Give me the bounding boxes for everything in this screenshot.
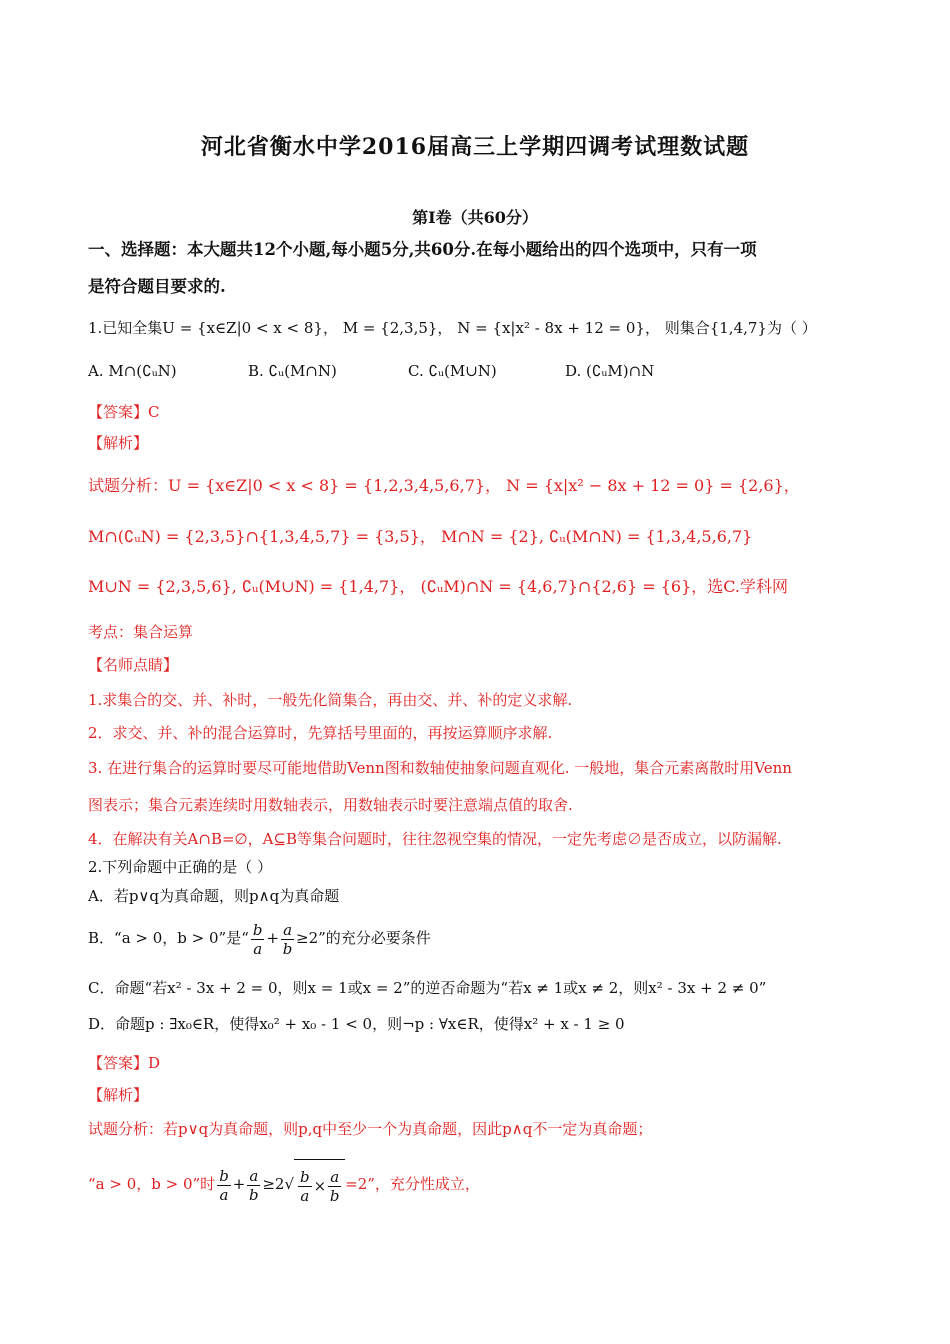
q1-option-a: A. M∩(∁ᵤN)	[88, 362, 177, 380]
q1-tips-label: 【名师点睛】	[88, 656, 179, 674]
q1-tip-2: 2．求交、并、补的混合运算时，先算括号里面的，再按运算顺序求解.	[88, 724, 553, 742]
q2-option-d: D．命题p : ∃x₀∈R，使得x₀² + x₀ - 1 < 0，则¬p : ∀x∈R，使得x² + x - 1 ≥ 0	[88, 1015, 625, 1033]
q2-option-a: A．若p∨q为真命题，则p∧q为真命题	[88, 887, 340, 905]
fraction-b-over-a: $\frac{b}{a}$	[252, 920, 263, 958]
section-instructions-line2: 是符合题目要求的.	[88, 277, 226, 296]
q1-tip-3-cont: 图表示；集合元素连续时用数轴表示，用数轴表示时要注意端点值的取舍.	[88, 796, 573, 814]
q1-analysis-label: 【解析】	[88, 434, 149, 452]
q1-option-d: D. (∁ᵤM)∩N	[565, 362, 655, 380]
fraction-a-over-b: $\frac{a}{b}$	[282, 920, 293, 958]
fraction-a-over-b-3: $\frac{a}{b}$	[329, 1168, 340, 1205]
sqrt-product: $\frac{b}{a}$ × $\frac{a}{b}$	[294, 1159, 345, 1212]
q1-tip-3: 3. 在进行集合的运算时要尽可能地借助Venn图和数轴使抽象问题直观化. 一般地，集合元素离散时用Venn	[88, 759, 792, 777]
page-title: 河北省衡水中学2016届高三上学期四调考试理数试题	[200, 134, 750, 160]
q1-kaodian: 考点：集合运算	[88, 623, 194, 641]
q1-analysis-line1: 试题分析：U = {x∈Z|0 < x < 8} = {1,2,3,4,5,6,7}， N = {x|x² − 8x + 12 = 0} = {2,6}，	[88, 476, 800, 495]
q2-option-b-prefix: B．“a > 0，b > 0”是“	[88, 929, 249, 947]
q1-analysis-line2: M∩(∁ᵤN) = {2,3,5}∩{1,3,4,5,7} = {3,5}， M∩N = {2}, ∁ᵤ(M∩N) = {1,3,4,5,6,7}	[88, 527, 753, 546]
paper-section-heading: 第Ⅰ卷（共60分）	[412, 208, 538, 227]
q2-option-c: C．命题“若x² - 3x + 2 = 0，则x = 1或x = 2”的逆否命题为“若x ≠ 1或x ≠ 2，则x² - 3x + 2 ≠ 0”	[88, 979, 767, 997]
q2-option-b-suffix: ≥2”的充分必要条件	[296, 929, 431, 947]
q1-tip-4: 4．在解决有关A∩B=∅，A⊆B等集合问题时，往往忽视空集的情况，一定先考虑∅是否成立，以防漏解.	[88, 830, 782, 848]
q2-analysis-line2-prefix: “a > 0，b > 0”时	[88, 1175, 216, 1193]
q2-stem: 2.下列命题中正确的是（ ）	[88, 858, 273, 876]
q1-option-b: B. ∁ᵤ(M∩N)	[248, 362, 337, 380]
section-instructions-line1: 一、选择题：本大题共12个小题,每小题5分,共60分.在每小题给出的四个选项中，只有一项	[88, 240, 757, 259]
q1-option-c: C. ∁ᵤ(M∪N)	[408, 362, 497, 380]
fraction-b-over-a-2: $\frac{b}{a}$	[219, 1166, 229, 1204]
fraction-a-over-b-2: $\frac{a}{b}$	[249, 1166, 259, 1204]
q1-answer: 【答案】C	[88, 403, 160, 421]
q2-answer: 【答案】D	[88, 1054, 161, 1072]
fraction-b-over-a-3: $\frac{b}{a}$	[300, 1168, 310, 1205]
q1-stem: 1.已知全集U = {x∈Z|0 < x < 8}， M = {2,3,5}， N = {x|x² - 8x + 12 = 0}， 则集合{1,4,7}为（ ）	[88, 319, 817, 337]
q2-analysis-label: 【解析】	[88, 1086, 149, 1104]
q1-tip-1: 1.求集合的交、并、补时，一般先化简集合，再由交、并、补的定义求解.	[88, 691, 573, 709]
q1-analysis-line3: M∪N = {2,3,5,6}, ∁ᵤ(M∪N) = {1,4,7}， (∁ᵤM)∩N = {4,6,7}∩{2,6} = {6}，选C.学科网	[88, 577, 789, 596]
q2-option-b: B．“a > 0，b > 0”是“ $\frac{b}{a}$ + $\frac{a}{b}$ ≥2”的充分必要条件	[88, 920, 431, 958]
q2-analysis-line2: “a > 0，b > 0”时 $\frac{b}{a}$ + $\frac{a}{b}$ ≥2√ $\frac{b}{a}$ × $\frac{a}{b}$ =2”，充分性成立，	[88, 1158, 480, 1212]
q2-analysis-line2-suffix: =2”，充分性成立，	[345, 1175, 480, 1193]
q2-analysis-line1: 试题分析：若p∨q为真命题，则p,q中至少一个为真命题，因此p∧q不一定为真命题；	[88, 1120, 653, 1138]
